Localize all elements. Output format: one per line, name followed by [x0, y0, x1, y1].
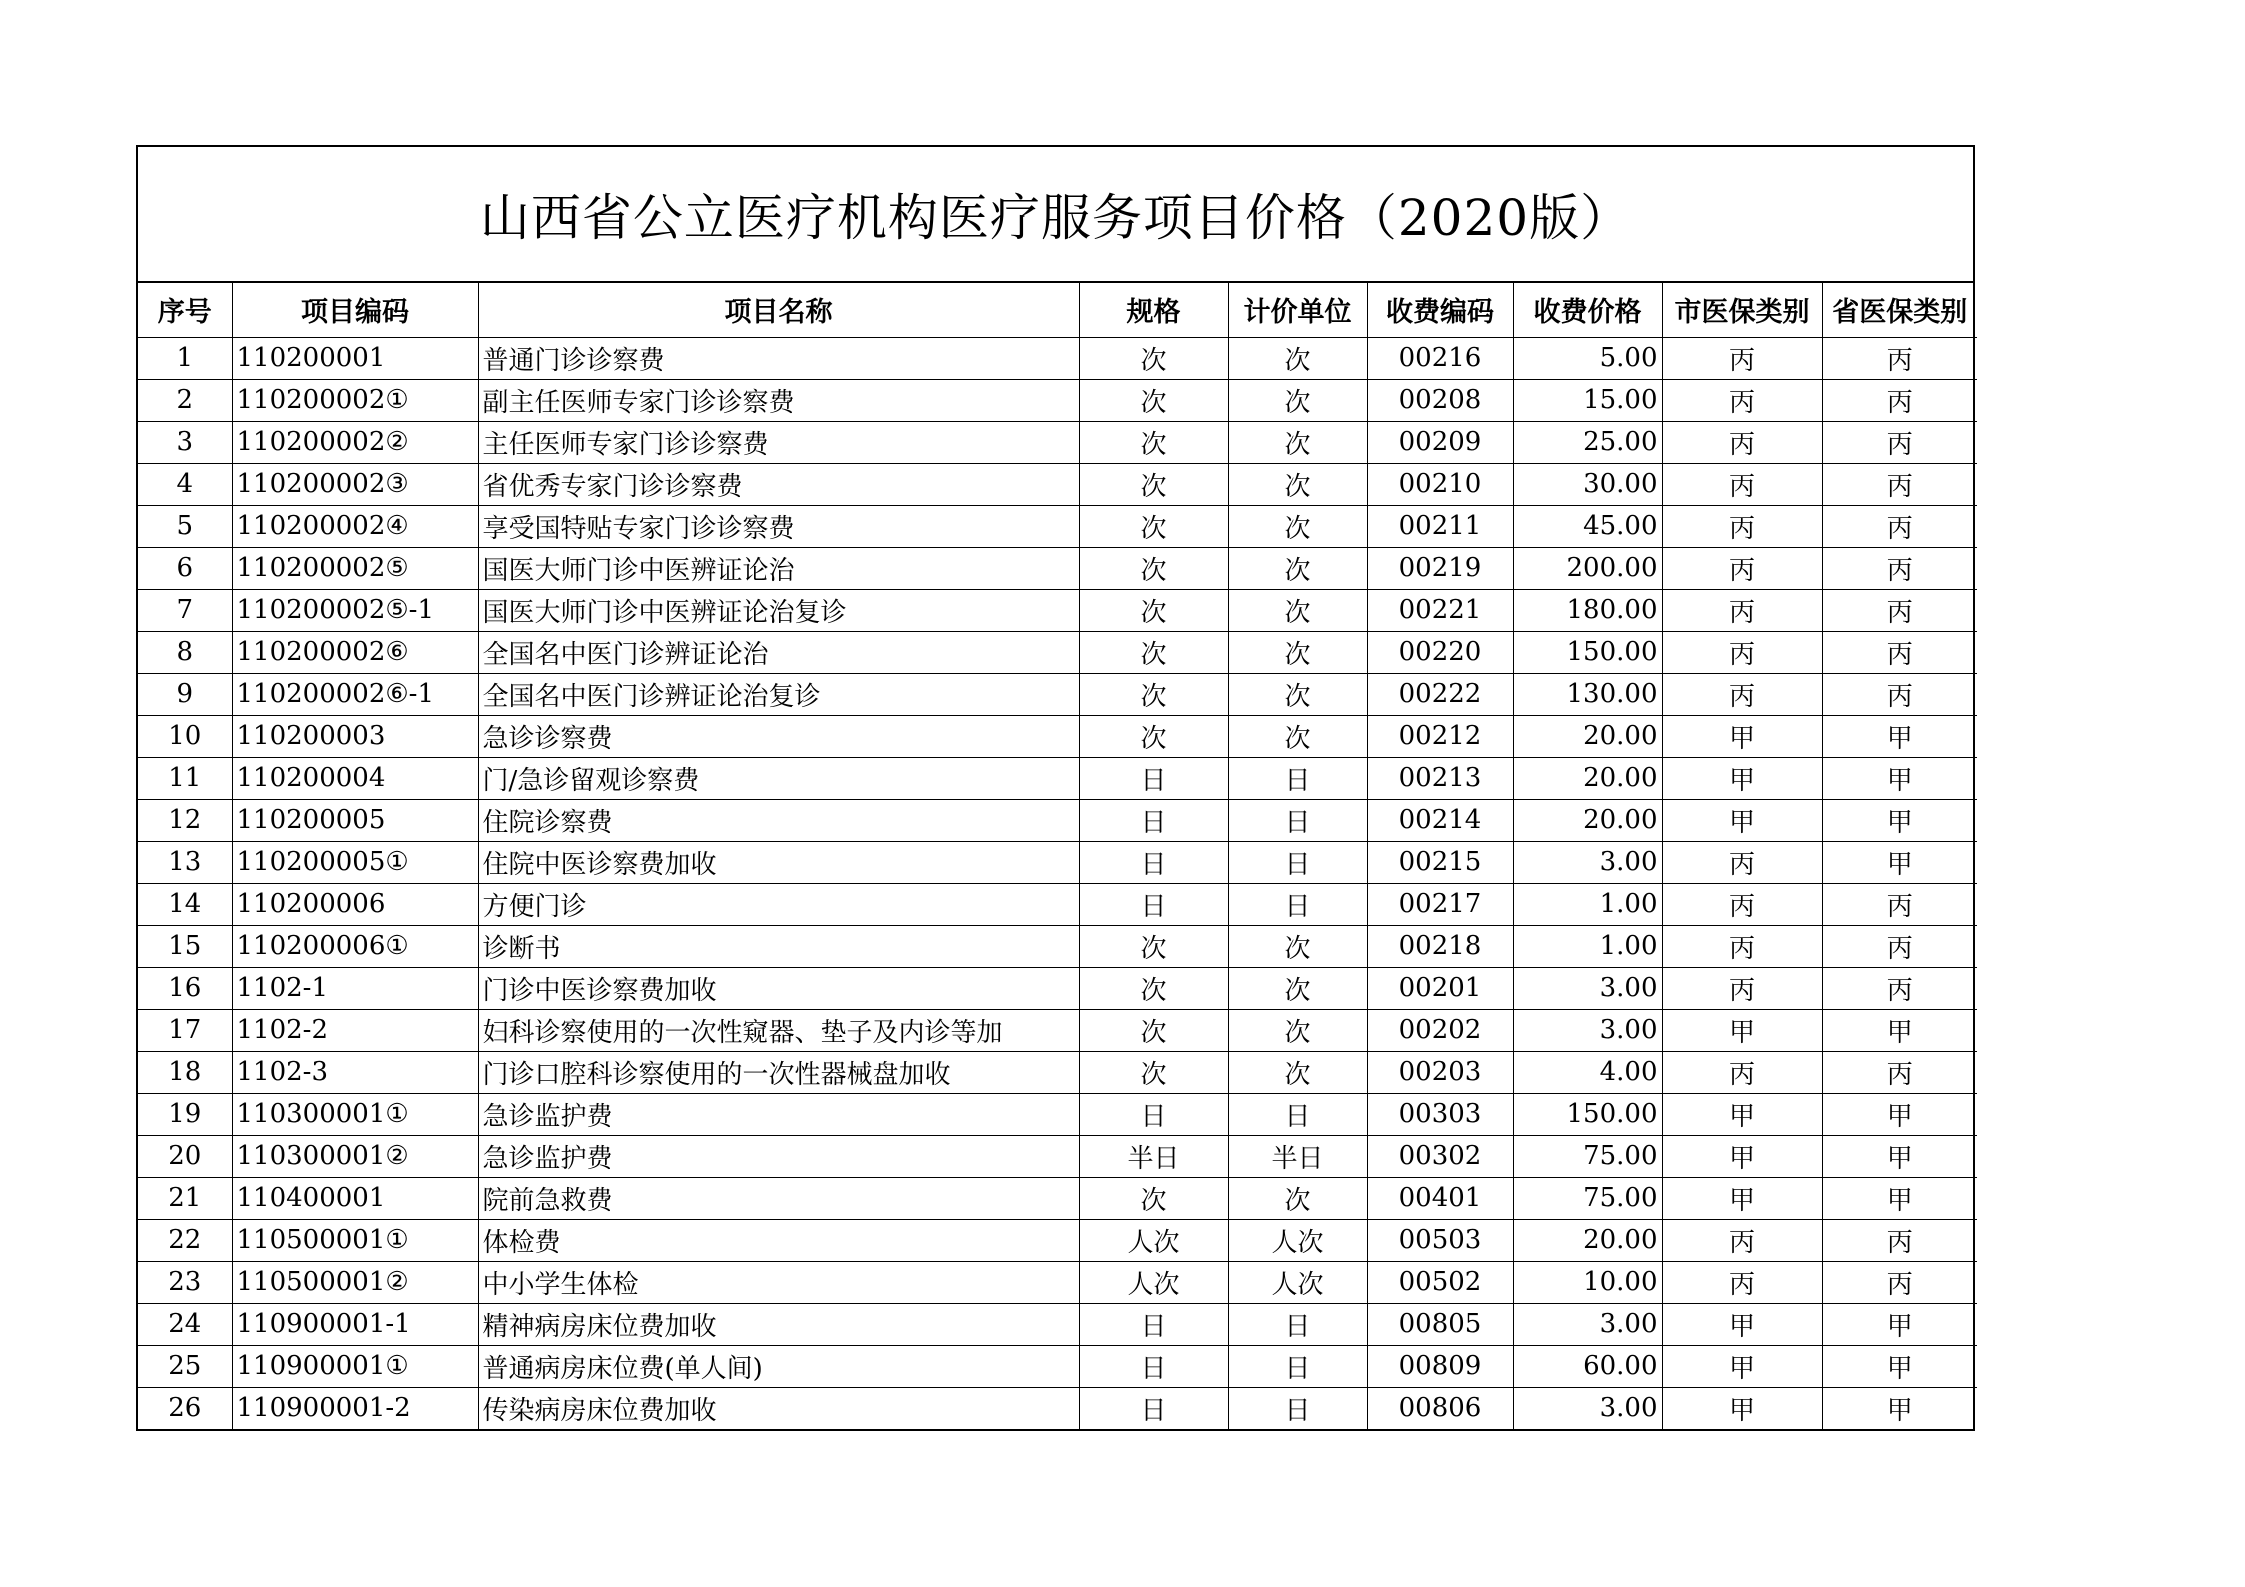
price-cell: 20.00: [1513, 1219, 1662, 1261]
seq-cell: 21: [138, 1177, 232, 1219]
table-row: [138, 841, 1977, 883]
table-row: [138, 337, 1977, 379]
seq-cell: 22: [138, 1219, 232, 1261]
spec-cell: 次: [1079, 337, 1228, 379]
unit-cell: 次: [1228, 337, 1367, 379]
seq-cell: 4: [138, 463, 232, 505]
price-table-sheet: [136, 145, 1975, 1431]
item-code-cell: 110200003: [232, 715, 478, 757]
fee-code-cell: 00216: [1367, 337, 1513, 379]
table-row: [138, 1387, 1977, 1429]
item-code-cell: 110200005①: [232, 841, 478, 883]
province-insurance-cell: 甲: [1822, 757, 1977, 799]
province-insurance-cell: 甲: [1822, 1387, 1977, 1429]
seq-cell: 11: [138, 757, 232, 799]
price-cell: 20.00: [1513, 757, 1662, 799]
fee-code-cell: 00303: [1367, 1093, 1513, 1135]
spec-cell: 次: [1079, 673, 1228, 715]
item-code-cell: 110200002⑥: [232, 631, 478, 673]
item-name-cell: 副主任医师专家门诊诊察费: [478, 379, 1079, 421]
fee-code-cell: 00209: [1367, 421, 1513, 463]
seq-cell: 23: [138, 1261, 232, 1303]
unit-cell: 日: [1228, 841, 1367, 883]
table-row: [138, 1219, 1977, 1261]
province-insurance-cell: 丙: [1822, 1219, 1977, 1261]
table-row: [138, 421, 1977, 463]
unit-cell: 次: [1228, 463, 1367, 505]
item-name-cell: 住院中医诊察费加收: [478, 841, 1079, 883]
city-insurance-cell: 丙: [1662, 463, 1822, 505]
province-insurance-cell: 丙: [1822, 505, 1977, 547]
province-insurance-cell: 丙: [1822, 463, 1977, 505]
fee-code-cell: 00218: [1367, 925, 1513, 967]
province-insurance-cell: 甲: [1822, 1135, 1977, 1177]
unit-cell: 次: [1228, 967, 1367, 1009]
unit-cell: 日: [1228, 1303, 1367, 1345]
price-cell: 130.00: [1513, 673, 1662, 715]
city-insurance-cell: 甲: [1662, 1387, 1822, 1429]
spec-cell: 次: [1079, 1009, 1228, 1051]
item-code-cell: 110200002⑤: [232, 547, 478, 589]
unit-cell: 次: [1228, 421, 1367, 463]
city-insurance-cell: 丙: [1662, 925, 1822, 967]
seq-cell: 10: [138, 715, 232, 757]
province-insurance-cell: 丙: [1822, 883, 1977, 925]
province-insurance-cell: 丙: [1822, 925, 1977, 967]
unit-cell: 日: [1228, 799, 1367, 841]
item-code-cell: 110200002④: [232, 505, 478, 547]
item-code-cell: 110200002⑤-1: [232, 589, 478, 631]
fee-code-cell: 00201: [1367, 967, 1513, 1009]
province-insurance-cell: 丙: [1822, 673, 1977, 715]
city-insurance-cell: 甲: [1662, 1303, 1822, 1345]
spec-cell: 日: [1079, 1093, 1228, 1135]
fee-code-cell: 00214: [1367, 799, 1513, 841]
city-insurance-cell: 丙: [1662, 337, 1822, 379]
spec-cell: 日: [1079, 1345, 1228, 1387]
item-code-cell: 110200006①: [232, 925, 478, 967]
spec-cell: 次: [1079, 379, 1228, 421]
item-code-cell: 110200002①: [232, 379, 478, 421]
province-insurance-cell: 丙: [1822, 1261, 1977, 1303]
province-insurance-cell: 丙: [1822, 379, 1977, 421]
city-insurance-cell: 甲: [1662, 1345, 1822, 1387]
header-price: 收费价格: [1513, 283, 1662, 337]
spec-cell: 次: [1079, 1051, 1228, 1093]
table-row: [138, 799, 1977, 841]
city-insurance-cell: 丙: [1662, 967, 1822, 1009]
province-insurance-cell: 甲: [1822, 1177, 1977, 1219]
province-insurance-cell: 甲: [1822, 1009, 1977, 1051]
item-name-cell: 国医大师门诊中医辨证论治复诊: [478, 589, 1079, 631]
fee-code-cell: 00208: [1367, 379, 1513, 421]
city-insurance-cell: 甲: [1662, 1009, 1822, 1051]
spec-cell: 日: [1079, 799, 1228, 841]
table-row: [138, 505, 1977, 547]
spec-cell: 次: [1079, 631, 1228, 673]
item-code-cell: 110200005: [232, 799, 478, 841]
fee-code-cell: 00203: [1367, 1051, 1513, 1093]
seq-cell: 8: [138, 631, 232, 673]
province-insurance-cell: 丙: [1822, 631, 1977, 673]
unit-cell: 日: [1228, 1345, 1367, 1387]
price-cell: 10.00: [1513, 1261, 1662, 1303]
table-row: [138, 547, 1977, 589]
seq-cell: 3: [138, 421, 232, 463]
fee-code-cell: 00212: [1367, 715, 1513, 757]
item-name-cell: 方便门诊: [478, 883, 1079, 925]
table-row: [138, 1135, 1977, 1177]
seq-cell: 15: [138, 925, 232, 967]
header-unit: 计价单位: [1228, 283, 1367, 337]
table-row: [138, 379, 1977, 421]
item-name-cell: 体检费: [478, 1219, 1079, 1261]
item-name-cell: 普通门诊诊察费: [478, 337, 1079, 379]
fee-code-cell: 00221: [1367, 589, 1513, 631]
item-name-cell: 传染病房床位费加收: [478, 1387, 1079, 1429]
item-name-cell: 门诊中医诊察费加收: [478, 967, 1079, 1009]
table-row: [138, 1345, 1977, 1387]
spec-cell: 日: [1079, 1303, 1228, 1345]
price-cell: 60.00: [1513, 1345, 1662, 1387]
fee-code-cell: 00502: [1367, 1261, 1513, 1303]
item-code-cell: 110200002②: [232, 421, 478, 463]
item-code-cell: 110300001②: [232, 1135, 478, 1177]
price-cell: 20.00: [1513, 799, 1662, 841]
item-name-cell: 全国名中医门诊辨证论治复诊: [478, 673, 1079, 715]
table-row: [138, 1009, 1977, 1051]
item-name-cell: 妇科诊察使用的一次性窥器、垫子及内诊等加: [478, 1009, 1079, 1051]
item-code-cell: 110300001①: [232, 1093, 478, 1135]
fee-code-cell: 00211: [1367, 505, 1513, 547]
item-code-cell: 1102-3: [232, 1051, 478, 1093]
city-insurance-cell: 甲: [1662, 1135, 1822, 1177]
unit-cell: 次: [1228, 673, 1367, 715]
header-row: [138, 283, 1977, 337]
unit-cell: 次: [1228, 631, 1367, 673]
unit-cell: 日: [1228, 1093, 1367, 1135]
table-row: [138, 715, 1977, 757]
item-name-cell: 门诊口腔科诊察使用的一次性器械盘加收: [478, 1051, 1079, 1093]
price-cell: 150.00: [1513, 631, 1662, 673]
price-cell: 200.00: [1513, 547, 1662, 589]
city-insurance-cell: 丙: [1662, 841, 1822, 883]
unit-cell: 人次: [1228, 1219, 1367, 1261]
price-cell: 3.00: [1513, 841, 1662, 883]
fee-code-cell: 00213: [1367, 757, 1513, 799]
unit-cell: 次: [1228, 379, 1367, 421]
city-insurance-cell: 丙: [1662, 1051, 1822, 1093]
price-cell: 20.00: [1513, 715, 1662, 757]
unit-cell: 日: [1228, 757, 1367, 799]
item-code-cell: 110900001-2: [232, 1387, 478, 1429]
spec-cell: 日: [1079, 883, 1228, 925]
province-insurance-cell: 甲: [1822, 799, 1977, 841]
price-cell: 75.00: [1513, 1177, 1662, 1219]
item-code-cell: 110900001-1: [232, 1303, 478, 1345]
spec-cell: 日: [1079, 1387, 1228, 1429]
spec-cell: 次: [1079, 1177, 1228, 1219]
unit-cell: 次: [1228, 925, 1367, 967]
spec-cell: 日: [1079, 841, 1228, 883]
city-insurance-cell: 丙: [1662, 547, 1822, 589]
header-fee-code: 收费编码: [1367, 283, 1513, 337]
item-code-cell: 1102-2: [232, 1009, 478, 1051]
price-cell: 15.00: [1513, 379, 1662, 421]
seq-cell: 13: [138, 841, 232, 883]
unit-cell: 次: [1228, 589, 1367, 631]
province-insurance-cell: 丙: [1822, 547, 1977, 589]
item-name-cell: 急诊监护费: [478, 1135, 1079, 1177]
header-item-name: 项目名称: [478, 283, 1079, 337]
price-cell: 1.00: [1513, 883, 1662, 925]
item-code-cell: 110200002⑥-1: [232, 673, 478, 715]
table-row: [138, 1177, 1977, 1219]
city-insurance-cell: 甲: [1662, 799, 1822, 841]
province-insurance-cell: 甲: [1822, 1093, 1977, 1135]
fee-code-cell: 00222: [1367, 673, 1513, 715]
city-insurance-cell: 丙: [1662, 673, 1822, 715]
province-insurance-cell: 丙: [1822, 589, 1977, 631]
seq-cell: 14: [138, 883, 232, 925]
city-insurance-cell: 丙: [1662, 1261, 1822, 1303]
spec-cell: 次: [1079, 589, 1228, 631]
header-item-code: 项目编码: [232, 283, 478, 337]
table-title: 山西省公立医疗机构医疗服务项目价格（2020版）: [138, 147, 1973, 283]
unit-cell: 人次: [1228, 1261, 1367, 1303]
price-cell: 150.00: [1513, 1093, 1662, 1135]
city-insurance-cell: 甲: [1662, 715, 1822, 757]
item-name-cell: 门/急诊留观诊察费: [478, 757, 1079, 799]
header-spec: 规格: [1079, 283, 1228, 337]
city-insurance-cell: 甲: [1662, 1093, 1822, 1135]
item-code-cell: 110900001①: [232, 1345, 478, 1387]
table-row: [138, 1261, 1977, 1303]
fee-code-cell: 00219: [1367, 547, 1513, 589]
fee-code-cell: 00215: [1367, 841, 1513, 883]
table-row: [138, 757, 1977, 799]
table-row: [138, 1303, 1977, 1345]
unit-cell: 次: [1228, 547, 1367, 589]
spec-cell: 人次: [1079, 1219, 1228, 1261]
unit-cell: 日: [1228, 883, 1367, 925]
seq-cell: 26: [138, 1387, 232, 1429]
item-name-cell: 全国名中医门诊辨证论治: [478, 631, 1079, 673]
item-code-cell: 110200006: [232, 883, 478, 925]
table-row: [138, 967, 1977, 1009]
price-cell: 3.00: [1513, 1009, 1662, 1051]
item-name-cell: 院前急救费: [478, 1177, 1079, 1219]
spec-cell: 次: [1079, 547, 1228, 589]
seq-cell: 5: [138, 505, 232, 547]
spec-cell: 次: [1079, 421, 1228, 463]
city-insurance-cell: 丙: [1662, 883, 1822, 925]
item-name-cell: 精神病房床位费加收: [478, 1303, 1079, 1345]
province-insurance-cell: 甲: [1822, 1303, 1977, 1345]
seq-cell: 20: [138, 1135, 232, 1177]
item-code-cell: 110200002③: [232, 463, 478, 505]
spec-cell: 次: [1079, 967, 1228, 1009]
province-insurance-cell: 甲: [1822, 715, 1977, 757]
price-cell: 75.00: [1513, 1135, 1662, 1177]
city-insurance-cell: 丙: [1662, 631, 1822, 673]
item-code-cell: 110500001②: [232, 1261, 478, 1303]
price-cell: 180.00: [1513, 589, 1662, 631]
table-row: [138, 1051, 1977, 1093]
seq-cell: 9: [138, 673, 232, 715]
price-cell: 3.00: [1513, 1387, 1662, 1429]
item-name-cell: 省优秀专家门诊诊察费: [478, 463, 1079, 505]
price-cell: 3.00: [1513, 1303, 1662, 1345]
fee-code-cell: 00503: [1367, 1219, 1513, 1261]
item-name-cell: 急诊诊察费: [478, 715, 1079, 757]
item-code-cell: 110200001: [232, 337, 478, 379]
unit-cell: 次: [1228, 715, 1367, 757]
table-row: [138, 589, 1977, 631]
province-insurance-cell: 丙: [1822, 337, 1977, 379]
seq-cell: 19: [138, 1093, 232, 1135]
unit-cell: 日: [1228, 1387, 1367, 1429]
item-name-cell: 中小学生体检: [478, 1261, 1079, 1303]
item-code-cell: 110400001: [232, 1177, 478, 1219]
item-code-cell: 110500001①: [232, 1219, 478, 1261]
city-insurance-cell: 丙: [1662, 589, 1822, 631]
spec-cell: 半日: [1079, 1135, 1228, 1177]
price-cell: 3.00: [1513, 967, 1662, 1009]
seq-cell: 2: [138, 379, 232, 421]
price-cell: 30.00: [1513, 463, 1662, 505]
item-name-cell: 普通病房床位费(单人间): [478, 1345, 1079, 1387]
seq-cell: 18: [138, 1051, 232, 1093]
fee-code-cell: 00220: [1367, 631, 1513, 673]
price-cell: 5.00: [1513, 337, 1662, 379]
table-row: [138, 463, 1977, 505]
unit-cell: 次: [1228, 1177, 1367, 1219]
unit-cell: 次: [1228, 1009, 1367, 1051]
seq-cell: 24: [138, 1303, 232, 1345]
spec-cell: 人次: [1079, 1261, 1228, 1303]
spec-cell: 次: [1079, 463, 1228, 505]
item-name-cell: 主任医师专家门诊诊察费: [478, 421, 1079, 463]
header-seq: 序号: [138, 283, 232, 337]
fee-code-cell: 00401: [1367, 1177, 1513, 1219]
price-cell: 45.00: [1513, 505, 1662, 547]
fee-code-cell: 00302: [1367, 1135, 1513, 1177]
price-cell: 25.00: [1513, 421, 1662, 463]
province-insurance-cell: 丙: [1822, 1051, 1977, 1093]
city-insurance-cell: 甲: [1662, 757, 1822, 799]
fee-code-cell: 00805: [1367, 1303, 1513, 1345]
city-insurance-cell: 丙: [1662, 421, 1822, 463]
city-insurance-cell: 丙: [1662, 505, 1822, 547]
fee-code-cell: 00202: [1367, 1009, 1513, 1051]
unit-cell: 半日: [1228, 1135, 1367, 1177]
province-insurance-cell: 丙: [1822, 967, 1977, 1009]
price-table: [138, 283, 1977, 1429]
seq-cell: 7: [138, 589, 232, 631]
province-insurance-cell: 丙: [1822, 421, 1977, 463]
seq-cell: 6: [138, 547, 232, 589]
spec-cell: 次: [1079, 925, 1228, 967]
city-insurance-cell: 丙: [1662, 379, 1822, 421]
fee-code-cell: 00806: [1367, 1387, 1513, 1429]
table-row: [138, 1093, 1977, 1135]
unit-cell: 次: [1228, 1051, 1367, 1093]
table-row: [138, 883, 1977, 925]
table-body: [138, 337, 1977, 1429]
item-name-cell: 诊断书: [478, 925, 1079, 967]
item-code-cell: 1102-1: [232, 967, 478, 1009]
fee-code-cell: 00217: [1367, 883, 1513, 925]
price-cell: 1.00: [1513, 925, 1662, 967]
header-province-insurance: 省医保类别: [1822, 283, 1977, 337]
item-name-cell: 住院诊察费: [478, 799, 1079, 841]
spec-cell: 次: [1079, 505, 1228, 547]
price-cell: 4.00: [1513, 1051, 1662, 1093]
city-insurance-cell: 甲: [1662, 1177, 1822, 1219]
item-code-cell: 110200004: [232, 757, 478, 799]
fee-code-cell: 00210: [1367, 463, 1513, 505]
seq-cell: 16: [138, 967, 232, 1009]
city-insurance-cell: 丙: [1662, 1219, 1822, 1261]
fee-code-cell: 00809: [1367, 1345, 1513, 1387]
seq-cell: 17: [138, 1009, 232, 1051]
table-row: [138, 631, 1977, 673]
table-row: [138, 673, 1977, 715]
table-row: [138, 925, 1977, 967]
province-insurance-cell: 甲: [1822, 841, 1977, 883]
seq-cell: 25: [138, 1345, 232, 1387]
item-name-cell: 急诊监护费: [478, 1093, 1079, 1135]
spec-cell: 日: [1079, 757, 1228, 799]
province-insurance-cell: 甲: [1822, 1345, 1977, 1387]
header-city-insurance: 市医保类别: [1662, 283, 1822, 337]
spec-cell: 次: [1079, 715, 1228, 757]
item-name-cell: 国医大师门诊中医辨证论治: [478, 547, 1079, 589]
seq-cell: 1: [138, 337, 232, 379]
seq-cell: 12: [138, 799, 232, 841]
item-name-cell: 享受国特贴专家门诊诊察费: [478, 505, 1079, 547]
unit-cell: 次: [1228, 505, 1367, 547]
